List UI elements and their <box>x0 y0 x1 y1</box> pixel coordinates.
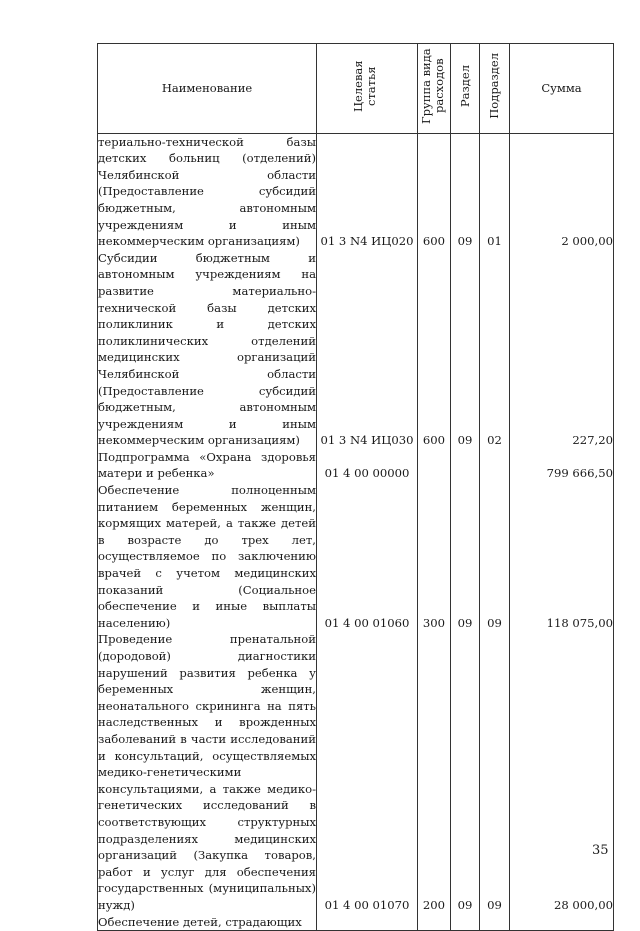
row-sum <box>510 914 614 931</box>
row-sum: 28 000,00 <box>510 631 614 913</box>
row-subsection: 09 <box>480 482 510 631</box>
budget-table <box>97 43 614 931</box>
row-name: Проведение пренатальной (дородовой) диагностики нарушений развития ребенка у беременных женщин, неонатального скрининга на пять наследственных и врожденных заболеваний в части исследований и консультаций, осуществляемых медико-генетическими консультациями, а также медико-генетических исследований в соответствующих структурных подразделениях медицинских организаций (Закупка товаров, работ и услуг для обеспечения государственных (муниципальных) нужд) <box>98 632 316 912</box>
row-code: 01 3 N4 ИЦ030 <box>317 250 418 449</box>
row-subsection: 02 <box>480 250 510 449</box>
row-sum: 118 075,00 <box>510 482 614 631</box>
row-name: Субсидии бюджетным и автономным учреждениям на развитие материально-технической базы детских поликлиник и детских поликлинических отделений медицинских организаций Челябинской области (Предоставление субсидий бюджетным, автономным учреждениям и иным некоммерческим организациям) <box>98 250 316 448</box>
row-group: 600 <box>418 250 451 449</box>
row-group: 600 <box>418 133 451 250</box>
row-section: 09 <box>451 482 480 631</box>
row-code: 01 4 00 00000 <box>317 449 418 482</box>
header-sum: Сумма <box>510 44 614 134</box>
row-code <box>317 914 418 931</box>
row-name: Подпрограмма «Охрана здоровья матери и ребенка» <box>98 449 316 481</box>
header-target: Целевая статья <box>317 44 418 134</box>
row-group <box>418 449 451 482</box>
row-sum: 227,20 <box>510 250 614 449</box>
page-number: 35 <box>592 843 609 858</box>
row-group: 200 <box>418 631 451 913</box>
row-group <box>418 914 451 931</box>
row-section <box>451 914 480 931</box>
row-subsection: 09 <box>480 631 510 913</box>
row-sum: 799 666,50 <box>510 449 614 482</box>
row-sum: 2 000,00 <box>510 133 614 250</box>
row-subsection <box>480 449 510 482</box>
row-section <box>451 449 480 482</box>
table-row <box>98 631 614 913</box>
header-subsection: Подраздел <box>480 44 510 134</box>
row-subsection <box>480 914 510 931</box>
header-expense-group: Группа вида расходов <box>418 44 451 134</box>
row-code: 01 4 00 01070 <box>317 631 418 913</box>
table-row <box>98 482 614 631</box>
row-code: 01 3 N4 ИЦ020 <box>317 133 418 250</box>
table-header-row <box>98 44 614 134</box>
header-section: Раздел <box>451 44 480 134</box>
row-section: 09 <box>451 250 480 449</box>
row-code: 01 4 00 01060 <box>317 482 418 631</box>
table-row <box>98 449 614 482</box>
row-name: Обеспечение полноценным питанием беременных женщин, кормящих матерей, а также детей в возрасте до трех лет, осуществляемое по заключению врачей с учетом медицинских показаний (Социальное обеспечение и иные выплаты населению) <box>98 483 316 630</box>
table-row <box>98 133 614 250</box>
row-section: 09 <box>451 133 480 250</box>
row-name: териально-технической базы детских больниц (отделений) Челябинской области (Предоставление субсидий бюджетным, автономным учреждениям и иным некоммерческим организациям) <box>98 134 316 249</box>
row-subsection: 01 <box>480 133 510 250</box>
header-name: Наименование <box>98 44 317 134</box>
row-group: 300 <box>418 482 451 631</box>
row-name: Обеспечение детей, страдающих <box>98 914 317 931</box>
table-row <box>98 914 614 931</box>
row-section: 09 <box>451 631 480 913</box>
table-row <box>98 250 614 449</box>
